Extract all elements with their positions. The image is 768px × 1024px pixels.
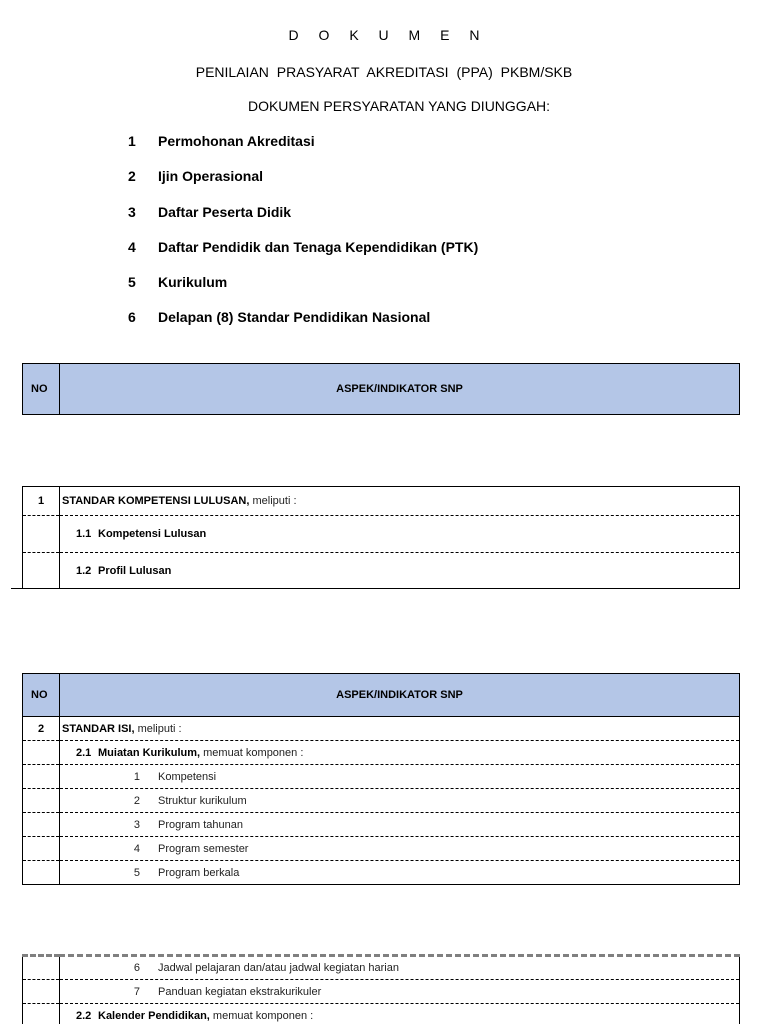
component-item bbox=[60, 980, 740, 1004]
component-item bbox=[60, 765, 740, 789]
list-item-label: Kurikulum bbox=[158, 274, 228, 291]
list-item-number: 6 bbox=[128, 309, 136, 326]
sub-item-label: Muiatan Kurikulum, bbox=[98, 746, 201, 759]
component-item bbox=[60, 837, 740, 861]
header-aspect: ASPEK/INDIKATOR SNP bbox=[60, 674, 740, 717]
component-number: 3 bbox=[133, 818, 140, 831]
list-item-number: 1 bbox=[128, 133, 136, 149]
component-label: Program semester bbox=[158, 842, 249, 855]
sub-item bbox=[60, 741, 740, 765]
section-title-text: STANDAR KOMPETENSI LULUSAN, bbox=[62, 495, 250, 507]
component-number: 5 bbox=[133, 866, 140, 879]
header-no: NO bbox=[23, 674, 60, 717]
component-number: 6 bbox=[133, 962, 140, 974]
sub-item-suffix: memuat komponen : bbox=[200, 746, 304, 759]
uploaded-documents-label: DOKUMEN PERSYARATAN YANG DIUNGGAH: bbox=[247, 98, 551, 114]
empty-cell bbox=[23, 1004, 60, 1024]
table-row bbox=[23, 837, 740, 861]
component-number: 4 bbox=[133, 842, 140, 855]
component-label: Struktur kurikulum bbox=[158, 794, 247, 807]
header-no: NO bbox=[23, 364, 60, 415]
list-item bbox=[128, 239, 478, 274]
list-item bbox=[128, 168, 478, 203]
list-item-number: 2 bbox=[128, 168, 136, 185]
list-item-label: Daftar Peserta Didik bbox=[158, 203, 292, 220]
empty-cell bbox=[23, 861, 60, 885]
list-item-label: Ijin Operasional bbox=[158, 168, 264, 185]
empty-cell bbox=[23, 553, 60, 589]
empty-cell bbox=[23, 516, 60, 553]
sub-item-number: 2.2 bbox=[76, 1009, 92, 1022]
list-item-label: Delapan (8) Standar Pendidikan Nasional bbox=[158, 309, 431, 326]
list-item-label: Permohonan Akreditasi bbox=[158, 133, 315, 149]
list-item-number: 5 bbox=[128, 274, 136, 291]
aspect-header-table bbox=[22, 363, 740, 415]
empty-cell bbox=[23, 813, 60, 837]
table-row bbox=[23, 980, 740, 1004]
empty-cell bbox=[23, 956, 60, 980]
component-item bbox=[60, 789, 740, 813]
table-row bbox=[23, 717, 740, 741]
table-row bbox=[23, 813, 740, 837]
list-item bbox=[128, 274, 478, 309]
component-label: Program tahunan bbox=[158, 818, 243, 831]
table-row bbox=[23, 741, 740, 765]
table-row bbox=[23, 861, 740, 885]
sub-item bbox=[60, 516, 740, 553]
component-label: Panduan kegiatan ekstrakurikuler bbox=[158, 985, 322, 998]
sub-item-suffix: memuat komponen : bbox=[209, 1009, 314, 1022]
section-number: 2 bbox=[23, 717, 60, 741]
section-title bbox=[60, 487, 740, 516]
table-row bbox=[23, 1004, 740, 1024]
section-title-suffix: meliputi : bbox=[249, 495, 297, 507]
table-row bbox=[23, 553, 740, 589]
header-aspect: ASPEK/INDIKATOR SNP bbox=[60, 364, 740, 415]
empty-cell bbox=[23, 837, 60, 861]
component-item bbox=[60, 956, 740, 980]
list-item bbox=[128, 133, 478, 168]
list-item-number: 4 bbox=[128, 238, 136, 255]
table-row bbox=[23, 956, 740, 980]
table-header-row bbox=[23, 364, 740, 415]
list-item-label: Daftar Pendidik dan Tenaga Kependidikan (PTK) bbox=[158, 238, 479, 255]
table-row bbox=[23, 789, 740, 813]
component-number: 1 bbox=[133, 770, 140, 783]
empty-cell bbox=[23, 980, 60, 1004]
list-item bbox=[128, 204, 478, 239]
table-row bbox=[23, 516, 740, 553]
sub-item-label: Profil Lulusan bbox=[98, 564, 172, 577]
section-title bbox=[60, 717, 740, 741]
section-1-table bbox=[22, 486, 740, 589]
section-2-continuation-table bbox=[22, 954, 740, 1024]
sub-item-number: 1.1 bbox=[76, 528, 92, 540]
sub-item bbox=[60, 1004, 740, 1024]
list-item bbox=[128, 309, 478, 344]
component-item bbox=[60, 813, 740, 837]
empty-cell bbox=[23, 789, 60, 813]
section-2-table bbox=[22, 673, 740, 885]
table-row bbox=[23, 487, 740, 516]
component-label: Program berkala bbox=[158, 866, 240, 879]
empty-cell bbox=[23, 765, 60, 789]
document-subtitle: PENILAIAN PRASYARAT AKREDITASI (PPA) PKBM/SKB bbox=[195, 64, 573, 80]
uploaded-documents-list bbox=[128, 133, 478, 345]
list-item-number: 3 bbox=[128, 203, 136, 220]
section-title-text: STANDAR ISI, bbox=[62, 722, 135, 735]
component-label: Jadwal pelajaran dan/atau jadwal kegiatan harian bbox=[158, 962, 399, 974]
document-title: D O K U M E N bbox=[288, 27, 488, 43]
component-label: Kompetensi bbox=[158, 770, 217, 783]
divider bbox=[11, 588, 23, 589]
section-number: 1 bbox=[23, 487, 60, 516]
sub-item-label: Kompetensi Lulusan bbox=[98, 528, 207, 540]
sub-item-label: Kalender Pendidikan, bbox=[98, 1009, 210, 1022]
sub-item-number: 1.2 bbox=[76, 564, 92, 577]
sub-item bbox=[60, 553, 740, 589]
sub-item-number: 2.1 bbox=[76, 746, 92, 759]
empty-cell bbox=[23, 741, 60, 765]
component-item bbox=[60, 861, 740, 885]
table-row bbox=[23, 765, 740, 789]
table-header-row bbox=[23, 674, 740, 717]
component-number: 7 bbox=[133, 985, 140, 998]
section-title-suffix: meliputi : bbox=[134, 722, 182, 735]
component-number: 2 bbox=[133, 794, 140, 807]
